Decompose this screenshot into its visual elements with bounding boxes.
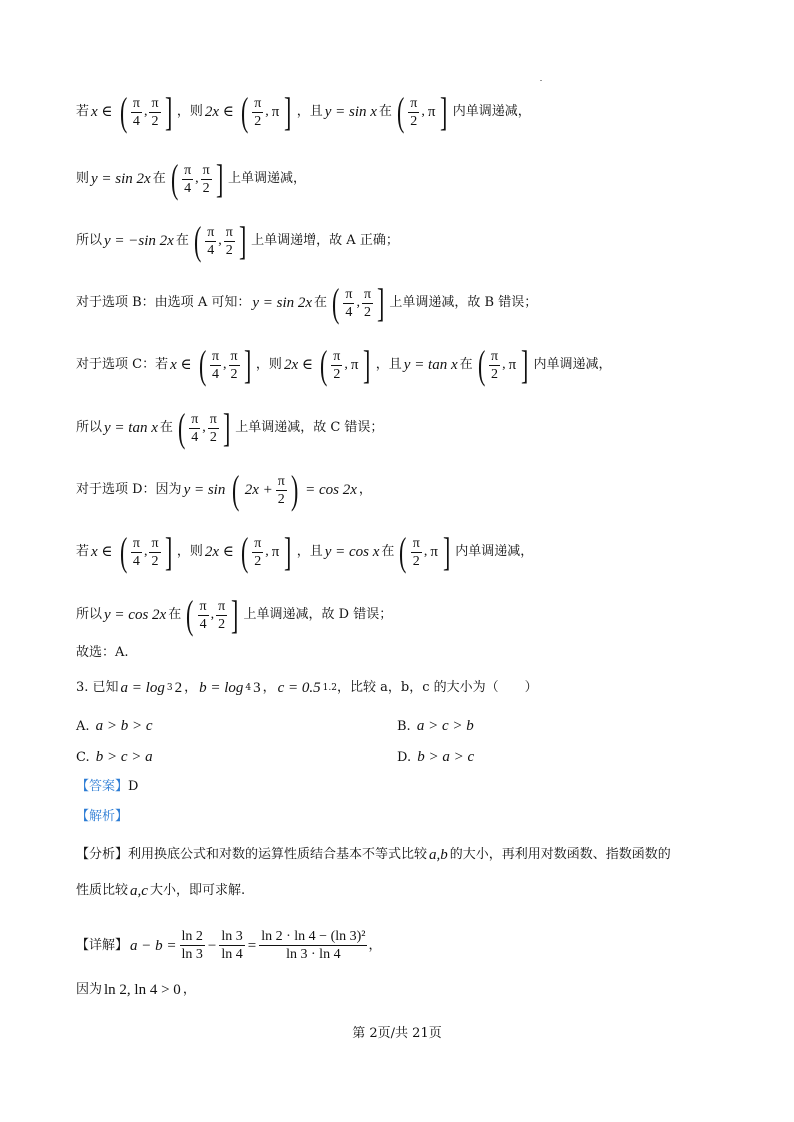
interval: ( $\frac{\pi}{4}$ , $\frac{\pi}{2}$ ] (193, 218, 247, 263)
pi: π (271, 104, 280, 120)
solution-line-2 (76, 156, 307, 201)
frac-den: 4 (207, 242, 215, 258)
text: 大小，即可求解. (149, 883, 246, 898)
math-expr: 2 (174, 680, 183, 696)
frac-num: π (230, 348, 238, 364)
comma: , (195, 171, 199, 186)
frac-num: π (345, 286, 353, 302)
comma: , (143, 104, 148, 119)
frac-num: π (132, 95, 140, 111)
comma: , (502, 357, 506, 372)
math-expr: y = tan x (104, 420, 158, 436)
fenxi-line-2 (76, 881, 245, 901)
option-expr: b > a > c (417, 749, 475, 765)
solution-line-4 (76, 280, 538, 325)
math-expr: x ∈ (170, 357, 192, 373)
text: ，且 (296, 104, 323, 119)
paren-group: ( 2x + $\frac{\pi}{2}$ ) (232, 467, 299, 512)
fenxi-line-1 (76, 845, 671, 865)
scan-dot (540, 80, 542, 81)
text: 利用换底公式和对数的运算性质结合基本不等式比较 (128, 847, 428, 862)
frac-den: 2 (254, 113, 262, 129)
fenxi-tag: 【分析】 (76, 847, 129, 862)
frac-den: 2 (225, 242, 233, 258)
frac-num: ln 2 · ln 4 − (ln 3)² (261, 929, 366, 944)
interval: ( $\frac{\pi}{2}$ , π ] (396, 89, 448, 134)
frac-num: π (218, 598, 226, 614)
frac-num: π (202, 162, 210, 178)
frac-num: π (277, 473, 285, 489)
text: 上单调递减，故 C 错误； (235, 420, 384, 435)
math-expr: x ∈ (91, 544, 113, 560)
math-expr: y = sin 2x (252, 295, 313, 311)
comma: , (421, 104, 425, 119)
interval: ( $\frac{\pi}{4}$ , $\frac{\pi}{2}$ ] (119, 89, 172, 134)
last-line (76, 980, 196, 1000)
option-expr: a > c > b (416, 718, 474, 734)
text: ，且 (375, 357, 402, 372)
frac-den: 4 (211, 366, 219, 382)
text: 在 (459, 357, 473, 372)
answer-line (76, 777, 138, 797)
text: 若 (76, 544, 90, 559)
solution-line-9 (76, 592, 393, 637)
analysis-tag: 【解析】 (76, 809, 129, 824)
frac-num: π (209, 411, 217, 427)
interval: ( $\frac{\pi}{2}$ , π ] (477, 342, 529, 387)
math-expr: 2x ∈ (204, 104, 234, 120)
subscript: 4 (245, 683, 252, 693)
text: 在 (159, 420, 173, 435)
frac-den: 2 (151, 113, 159, 129)
math-expr: y = sin x (324, 104, 377, 120)
comma: , (210, 607, 215, 622)
option-label: B. (397, 719, 411, 734)
comma: , (344, 357, 348, 372)
math-expr: y = sin 2x (91, 171, 151, 187)
frac-num: π (254, 95, 262, 111)
option-expr: a > b > c (95, 718, 153, 734)
math-op: − (207, 937, 217, 954)
frac-num: π (132, 535, 140, 551)
solution-line-8 (76, 529, 534, 574)
frac-den: 2 (202, 180, 210, 196)
frac-den: 2 (412, 553, 420, 569)
text: 内单调递减， (452, 104, 531, 119)
frac-den: 4 (191, 429, 199, 445)
math-expr: 2x ∈ (204, 544, 234, 560)
text: 上单调递减，故 B 错误； (389, 295, 538, 310)
math-expr: y = cos 2x (104, 607, 167, 623)
text: ，且 (296, 544, 323, 559)
option-label: A. (76, 719, 90, 734)
math-expr: 2x ∈ (283, 357, 313, 373)
text: ， (262, 680, 276, 695)
interval: ( $\frac{\pi}{4}$ , $\frac{\pi}{2}$ ] (170, 156, 224, 201)
text: ，则 (176, 544, 203, 559)
text: ， (358, 482, 372, 497)
solution-line-6 (76, 405, 384, 450)
xiangjie-line (76, 928, 382, 963)
option-label: D. (397, 750, 412, 765)
interval: ( $\frac{\pi}{4}$ , $\frac{\pi}{2}$ ] (332, 280, 385, 325)
math-expr: y = sin (183, 482, 226, 498)
question-3 (76, 678, 538, 698)
solution-line-1 (76, 89, 531, 134)
solution-line-7 (76, 467, 372, 512)
math-expr: ln 2, ln 4 > 0 (104, 982, 181, 998)
frac-num: π (225, 224, 233, 240)
solution-line-3 (76, 218, 399, 263)
answer-tag: 【答案】 (76, 779, 129, 794)
frac-num: π (151, 95, 159, 111)
text: 在 (378, 104, 392, 119)
interval: ( $\frac{\pi}{2}$ , π ] (399, 529, 451, 574)
page-footer: 第 2页/共 21页 (352, 1026, 442, 1041)
interval: ( $\frac{\pi}{2}$ , π ] (319, 342, 371, 387)
math-expr: y = −sin 2x (104, 233, 174, 249)
comma: , (223, 357, 227, 372)
frac-num: π (333, 348, 341, 364)
math-expr: y = cos x (324, 544, 380, 560)
comma: , (143, 544, 148, 559)
frac-num: π (490, 348, 499, 364)
interval: ( $\frac{\pi}{4}$ , $\frac{\pi}{2}$ ] (198, 342, 251, 387)
interval: ( $\frac{\pi}{4}$ , $\frac{\pi}{2}$ ] (119, 529, 172, 574)
pi: π (271, 544, 280, 560)
frac-num: π (151, 535, 159, 551)
text: 对于选项 B：由选项 A 可知： (76, 295, 251, 310)
frac-den: 4 (199, 616, 207, 632)
comma: , (356, 295, 360, 310)
frac-den: 2 (364, 304, 371, 320)
frac-den: 2 (209, 429, 217, 445)
text: 上单调递减， (228, 171, 307, 186)
text: ，则 (176, 104, 203, 119)
pi: π (427, 104, 436, 120)
option-expr: b > c > a (95, 749, 153, 765)
frac-den: 4 (345, 304, 353, 320)
text: 上单调递减，故 D 错误； (243, 607, 393, 622)
interval: ( $\frac{\pi}{4}$ , $\frac{\pi}{2}$ ] (186, 592, 239, 637)
math-expr: x ∈ (91, 104, 113, 120)
math-expr: 3 (253, 680, 261, 696)
text: 故选：A. (76, 645, 129, 660)
frac-num: π (412, 535, 420, 551)
frac-den: 2 (151, 553, 159, 569)
frac-num: π (184, 162, 192, 178)
solution-line-5 (76, 342, 612, 387)
frac-den: 2 (218, 616, 226, 632)
text: ， (184, 680, 198, 695)
math-expr: a,b (429, 847, 448, 863)
math-expr: 2x + (244, 482, 273, 498)
frac-den: 4 (184, 180, 192, 196)
option-label: C. (76, 750, 90, 765)
text: 对于选项 D：因为 (76, 482, 182, 497)
option-a (76, 716, 155, 737)
frac-den: 4 (132, 113, 140, 129)
text: 因为 (76, 982, 103, 997)
text: 上单调递增，故 A 正确； (251, 233, 399, 248)
comma: , (265, 104, 269, 119)
text: 对于选项 C：若 (76, 357, 169, 372)
option-d (397, 747, 476, 768)
interval: ( $\frac{\pi}{4}$ , $\frac{\pi}{2}$ ] (177, 405, 231, 450)
text: 所以 (76, 607, 103, 622)
math-expr: a,c (130, 883, 148, 899)
frac-num: ln 2 (181, 929, 203, 944)
text: ，比较 a，b，c 的大小为（ ） (337, 680, 538, 695)
text: 在 (381, 544, 395, 559)
pi: π (350, 357, 359, 373)
question-number: 3. 已知 (76, 680, 119, 695)
option-c (76, 747, 155, 768)
math-expr: c = 0.5 (277, 680, 321, 696)
math-expr: b = log (199, 680, 244, 696)
comma: , (218, 233, 222, 248)
analysis-line (76, 807, 128, 827)
frac-den: 2 (254, 553, 262, 569)
text: 所以 (76, 420, 103, 435)
math-expr: a − b = (130, 937, 177, 954)
subscript: 3 (166, 683, 173, 693)
frac-num: π (363, 286, 372, 302)
math-expr: a = log (120, 680, 165, 696)
frac-den: 2 (491, 366, 499, 382)
frac-num: π (199, 598, 207, 614)
text: 则 (76, 171, 90, 186)
xiangjie-tag: 【详解】 (76, 937, 129, 953)
frac-num: π (410, 95, 418, 111)
text: ， (182, 982, 196, 997)
frac-den: 2 (410, 113, 418, 129)
text: 所以 (76, 233, 103, 248)
text: 的大小，再利用对数函数、指数函数的 (449, 847, 671, 862)
text: ，则 (255, 357, 282, 372)
option-b (397, 716, 476, 737)
frac-num: π (211, 348, 220, 364)
text: 在 (152, 171, 166, 186)
frac-num: π (191, 411, 199, 427)
superscript: 1.2 (322, 683, 337, 693)
interval: ( $\frac{\pi}{2}$ , π ] (240, 89, 292, 134)
comma: , (202, 420, 206, 435)
text: 性质比较 (76, 883, 129, 898)
frac-den: ln 3 (181, 947, 203, 962)
frac-den: ln 4 (221, 947, 243, 962)
frac-num: π (254, 535, 262, 551)
text: ， (368, 937, 382, 953)
frac-den: 4 (132, 553, 140, 569)
solution-line-10 (76, 643, 129, 663)
frac-num: π (207, 224, 215, 240)
frac-den: 2 (333, 366, 341, 382)
frac-den: ln 3 · ln 4 (286, 947, 341, 962)
text: 若 (76, 104, 90, 119)
math-expr: y = tan x (403, 357, 458, 373)
text: 在 (175, 233, 189, 248)
frac-den: 2 (230, 366, 238, 382)
text: 内单调递减， (455, 544, 534, 559)
pi: π (508, 357, 517, 373)
pi: π (430, 544, 438, 560)
math-expr: = cos 2x (305, 482, 357, 498)
frac-den: 2 (277, 491, 285, 507)
math-op: = (247, 937, 257, 954)
text: 在 (168, 607, 182, 622)
comma: , (423, 544, 428, 559)
text: 在 (314, 295, 328, 310)
frac-num: ln 3 (221, 929, 243, 944)
text: 内单调递减， (533, 357, 612, 372)
answer-value: D (128, 779, 139, 794)
interval: ( $\frac{\pi}{2}$ , π ] (240, 529, 292, 574)
comma: , (265, 544, 269, 559)
